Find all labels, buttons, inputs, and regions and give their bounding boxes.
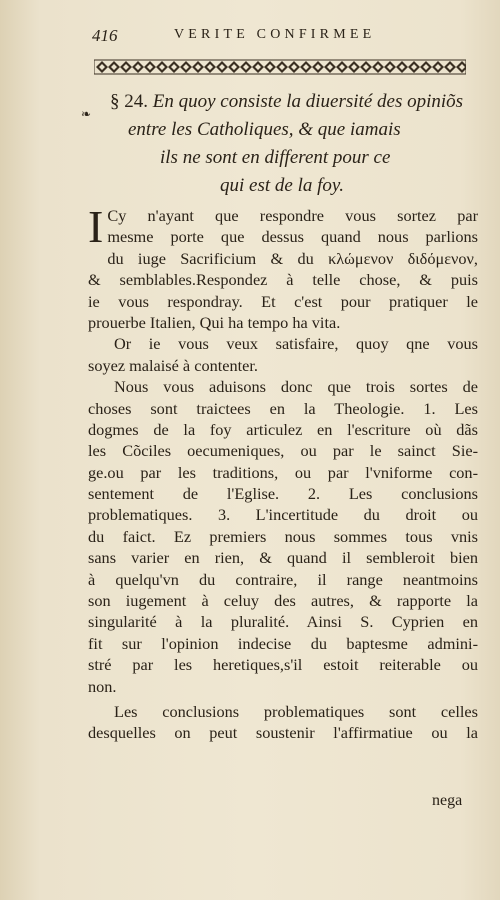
catchword: nega <box>432 792 463 809</box>
text-line: Cy n'ayant que respondre vous sortez par <box>107 206 478 225</box>
text-line: du iuge Sacrificium & du κλώμενον διδόμενον, <box>107 248 478 268</box>
ornament-cell <box>108 61 120 73</box>
text-line: Les conclusions problematiques sont celles <box>114 701 478 721</box>
text-line: non. <box>88 676 117 696</box>
ornament-cell <box>336 61 348 73</box>
text-line: & semblables.Respondez à telle chose, & puis <box>88 270 478 290</box>
ornament-cell <box>132 61 144 73</box>
drop-cap: I <box>88 201 104 252</box>
text-line: son iugement à celuy des autres, & rapporte la <box>88 591 478 611</box>
paragraph <box>88 333 478 376</box>
text-line: mesme porte que dessus quand nous parlions <box>107 227 478 247</box>
ornament-cell <box>408 61 420 73</box>
text-line: stré par les heretiques,s'il estoit reiterable ou <box>88 655 478 675</box>
ornament-cell <box>156 61 168 73</box>
page-header <box>92 26 462 46</box>
ornament-cell <box>444 61 456 73</box>
ornament-cell <box>264 61 276 73</box>
text-line: ie vous respondray. Et c'est pour pratiquer le <box>88 291 478 311</box>
ornament-cell <box>348 61 360 73</box>
text-line: Nous vous aduisons donc que trois sortes de <box>114 377 478 397</box>
ornament-cell <box>324 61 336 73</box>
ornament-cell <box>228 61 240 73</box>
ornament-cell <box>288 61 300 73</box>
text-line: ge.ou par les traditions, ou par l'vniforme con- <box>88 462 478 482</box>
text-line: choses sont traictees en la Theologie. 1. Les <box>88 398 478 418</box>
section-heading <box>80 88 480 200</box>
paragraph <box>88 376 478 697</box>
ornament-cell <box>96 61 108 73</box>
text-line: fit sur l'opinion indecise du baptesme admini- <box>88 633 478 653</box>
text-line: dogmes de la foy articulez en l'escriture où dãs <box>88 419 478 439</box>
section-title-line: En quoy consiste la diuersité des opiniõs <box>152 91 464 112</box>
ornament-cell <box>432 61 444 73</box>
text-line: du faict. Ez premiers nous sommes tous vnis <box>88 526 478 546</box>
ornament-cell <box>396 61 408 73</box>
ornament-cell <box>204 61 216 73</box>
ornament-cell <box>240 61 252 73</box>
paragraph <box>88 201 478 333</box>
ornament-cell <box>300 61 312 73</box>
running-title: VERITE CONFIRMEE <box>174 27 376 42</box>
page-number: 416 <box>92 26 118 45</box>
section-number: § 24. <box>110 91 148 112</box>
ornament-cell <box>372 61 384 73</box>
ornament-cell <box>360 61 372 73</box>
ornament-cell <box>456 61 466 73</box>
ornament-cell <box>144 61 156 73</box>
ornament-cell <box>252 61 264 73</box>
ornament-cell <box>180 61 192 73</box>
text-line: prouerbe Italien, Qui ha tempo ha vita. <box>88 312 341 332</box>
ornament-cell <box>420 61 432 73</box>
text-line: desquelles on peut soustenir l'affirmatiue ou la <box>88 723 478 743</box>
section-title-line: qui est de la foy. <box>220 175 345 196</box>
ornament-cell <box>168 61 180 73</box>
section-title-line: ils ne sont en different pour ce <box>160 147 391 168</box>
ornament-cell <box>216 61 228 73</box>
ornament-band <box>94 58 466 76</box>
text-line: sentement de l'Eglise. 2. Les conclusions <box>88 484 478 504</box>
body-text <box>88 201 478 744</box>
ornament-cell <box>192 61 204 73</box>
ornament-cell <box>312 61 324 73</box>
text-line: soyez malaisé à contenter. <box>88 355 258 375</box>
ornament-cell <box>276 61 288 73</box>
section-title-line: entre les Catholiques, & que iamais <box>128 119 401 140</box>
text-line: les Cõciles oecumeniques, ou par le sainct Sie- <box>88 441 478 461</box>
text-line: problematiques. 3. L'incertitude du droit ou <box>88 505 478 525</box>
margin-mark: ❧ <box>81 107 92 121</box>
text-line: Or ie vous veux satisfaire, quoy qne vous <box>114 334 478 354</box>
text-line: singularité à la pluralité. Ainsi S. Cyprien en <box>88 612 478 632</box>
ornament-cell <box>120 61 132 73</box>
text-line: sans varier en rien, & quand il sembleroit bien <box>88 548 478 568</box>
text-line: à quelqu'vn du contraire, il range neantmoins <box>88 569 478 589</box>
paragraph <box>88 701 478 744</box>
ornament-cell <box>384 61 396 73</box>
